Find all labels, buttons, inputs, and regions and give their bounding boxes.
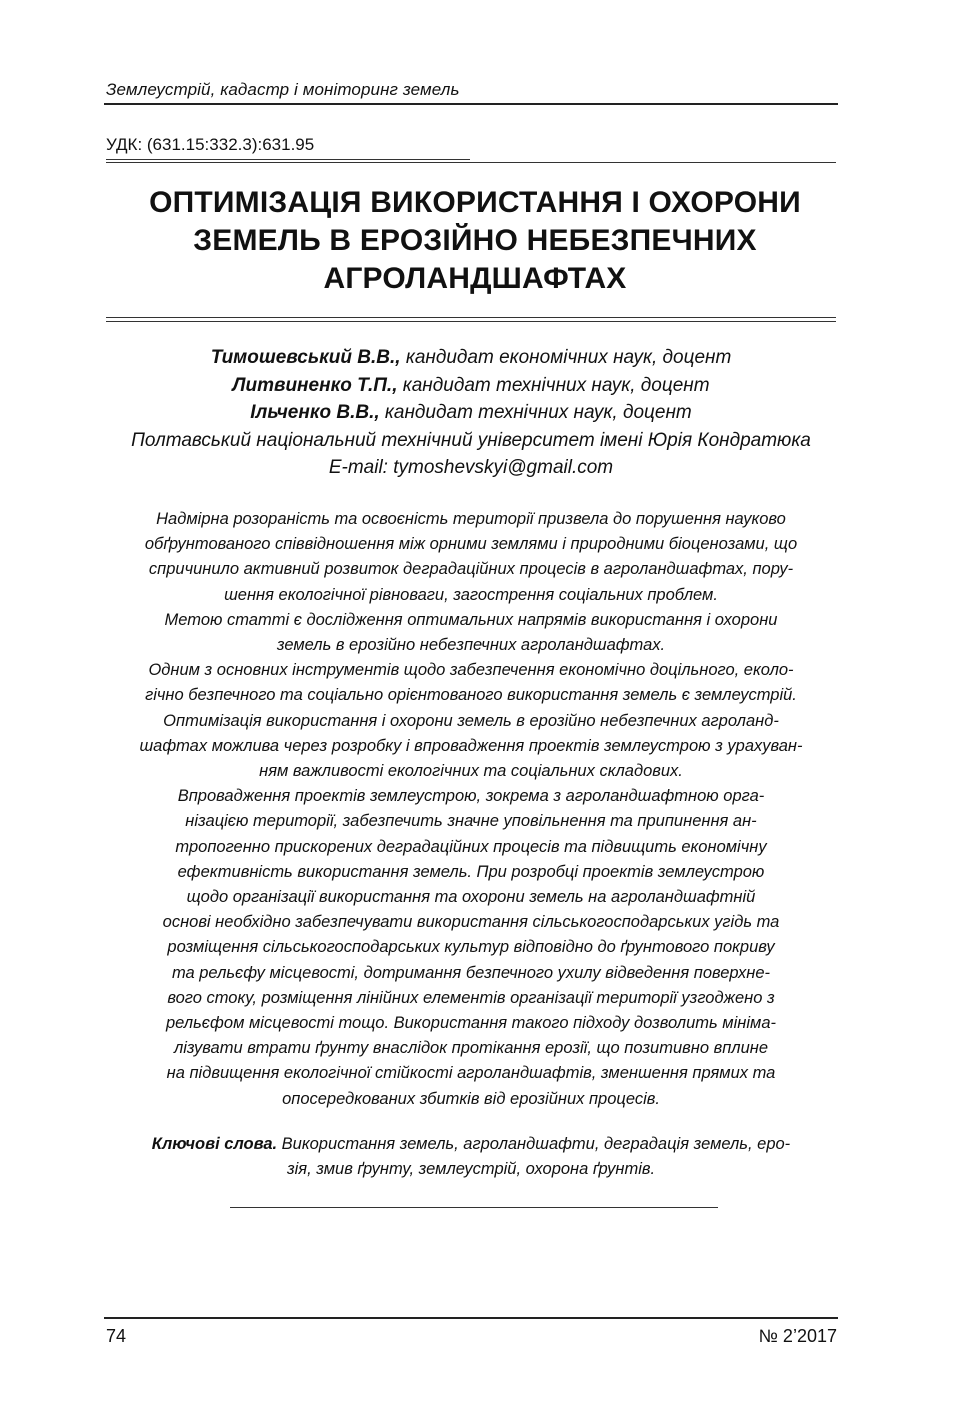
abstract-line: Впровадження проектів землеустрою, зокрема з агроландшафтною орга- (177, 787, 765, 806)
abstract-line: шафтах можлива через розробку і впровадження проектів землеустрою з урахуван- (139, 736, 803, 755)
udk-code: УДК: (631.15:332.3):631.95 (106, 135, 315, 154)
author-credentials: кандидат технічних наук, доцент (397, 374, 710, 396)
abstract-line: Одним з основних інструментів щодо забезпечення економічно доцільного, еколо- (148, 661, 794, 680)
affiliation: Полтавський національний технічний університет імені Юрія Кондратюка (131, 429, 811, 451)
article-title (110, 184, 840, 298)
abstract-line: ням важливості екологічних та соціальних складових. (259, 762, 683, 781)
keywords-label: Ключові слова. (151, 1135, 278, 1153)
header-rule (104, 103, 838, 105)
abstract-line: щодо організації використання та охорони земель на агроландшафтній (186, 888, 756, 907)
issue-number: № 2’2017 (758, 1326, 837, 1346)
author-line (106, 344, 836, 372)
title-line: АГРОЛАНДШАФТАХ (323, 262, 627, 295)
abstract-line: вого стоку, розміщення лінійних елементів організації території узгоджено з (167, 988, 775, 1007)
abstract-line: шення екологічної рівноваги, загострення соціальних проблем. (224, 585, 718, 604)
keywords (106, 1132, 836, 1182)
abstract-line: опосередкованих збитків від ерозійних процесів. (282, 1089, 660, 1108)
author-name: Литвиненко Т.П., (232, 374, 398, 396)
author-name: Ільченко В.В., (250, 402, 380, 423)
abstract-line: на підвищення екологічної стійкості агроландшафтів, зменшення прямих та (166, 1064, 776, 1083)
udk-underline (106, 159, 470, 160)
author-credentials: кандидат технічних наук, доцент (379, 402, 692, 423)
abstract-line: Надмірна розораність та освоєність території призвела до порушення науково (156, 510, 786, 528)
abstract-line: тропогенно прискорених деградаційних процесів та підвищить економічну (175, 837, 767, 856)
abstract-line: гічно безпечного та соціально орієнтованого використання земель є землеустрій. (145, 686, 797, 705)
abstract-line: обґрунтованого співвідношення між орними землями і природними біоценозами, що (144, 535, 798, 554)
title-rule-bottom (106, 321, 836, 322)
author-name: Тимошевський В.В., (210, 347, 401, 368)
keywords-rule (230, 1207, 718, 1208)
udk-rule (106, 162, 836, 163)
abstract-line: та рельєфу місцевості, дотримання безпечного ухилу відведення поверхне- (171, 963, 771, 982)
author-credentials: кандидат економічних наук, доцент (400, 347, 732, 368)
keywords-text: Використання земель, агроландшафти, деградація земель, еро- (277, 1135, 791, 1153)
running-header: Землеустрій, кадастр і моніторинг земель (106, 80, 460, 99)
footer-rule (104, 1317, 838, 1319)
author-email[interactable]: E-mail: tymoshevskyi@gmail.com (328, 457, 614, 478)
keywords-line: зія, змив ґрунту, землеустрій, охорона ґрунтів. (286, 1160, 656, 1179)
abstract-line: Метою статті є дослідження оптимальних напрямів використання і охорони (164, 610, 778, 629)
abstract-line: лізувати втрати ґрунту внаслідок протікання ерозії, що позитивно вплине (173, 1039, 769, 1058)
abstract (106, 507, 836, 1112)
abstract-line: спричинило активний розвиток деградаційних процесів в агроландшафтах, пору- (148, 560, 794, 579)
author-block (106, 344, 836, 482)
author-line (106, 372, 836, 400)
abstract-line: ефективність використання земель. При розробці проектів землеустрою (177, 862, 765, 881)
keywords-line (106, 1132, 836, 1157)
title-rule-top (106, 317, 836, 318)
abstract-line: основі необхідно забезпечувати використання сільськогосподарських угідь та (162, 913, 780, 932)
title-line: ОПТИМІЗАЦІЯ ВИКОРИСТАННЯ І ОХОРОНИ (149, 186, 801, 219)
abstract-line: земель в ерозійно небезпечних агроландшафтах. (276, 636, 666, 655)
abstract-line: розміщення сільськогосподарських культур відповідно до ґрунтового покриву (167, 938, 775, 957)
page-number: 74 (106, 1326, 127, 1346)
title-line: ЗЕМЕЛЬ В ЕРОЗІЙНО НЕБЕЗПЕЧНИХ (193, 224, 757, 257)
abstract-line: рельєфом місцевості тощо. Використання такого підходу дозволить мініма- (165, 1014, 777, 1033)
author-line (106, 399, 836, 427)
abstract-line: Оптимізація використання і охорони земель в ерозійно небезпечних агроланд- (163, 711, 779, 730)
abstract-line: нізацією території, забезпечить значне уповільнення та припинення ан- (185, 812, 757, 831)
